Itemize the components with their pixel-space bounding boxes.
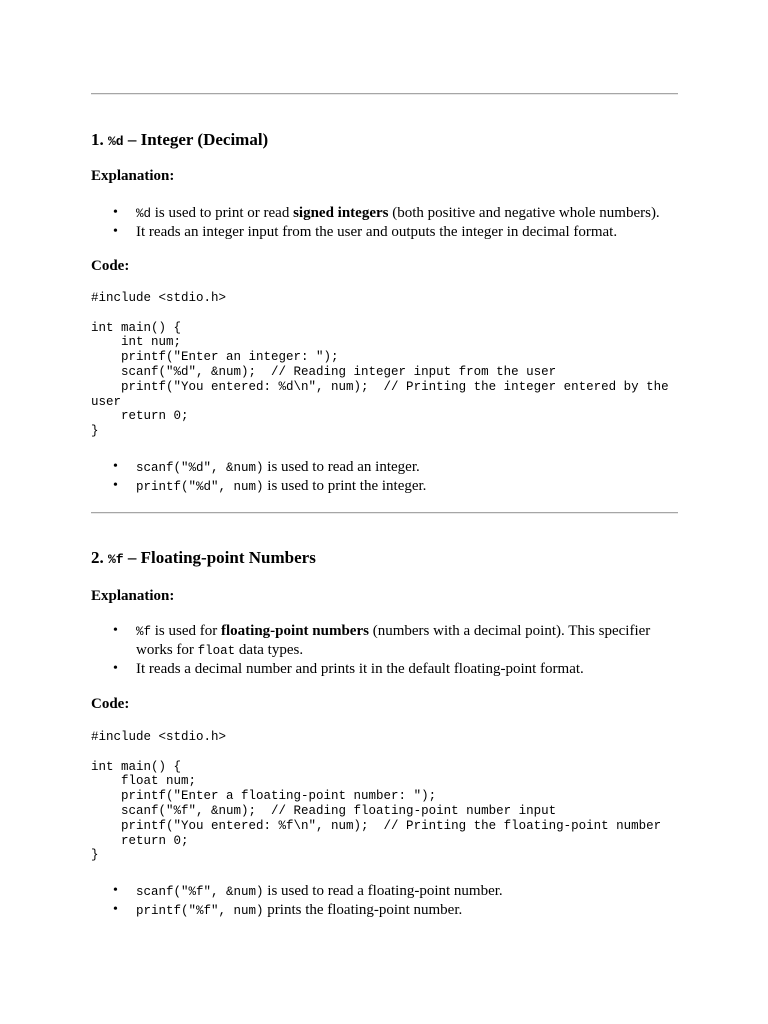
section-divider: [91, 512, 678, 514]
section-heading-integer: [91, 130, 268, 150]
list-item-text: data types.: [235, 642, 304, 658]
inline-code: scanf("%f", &num): [136, 885, 264, 899]
section-number: 1.: [91, 130, 104, 149]
section-title: – Integer (Decimal): [127, 130, 269, 149]
list-item-text: prints the floating-point number.: [263, 902, 463, 918]
list-item: [91, 882, 678, 901]
inline-code: scanf("%d", &num): [136, 461, 264, 475]
inline-code: %f: [136, 625, 152, 639]
inline-code: printf("%d", num): [136, 480, 264, 494]
list-item-text: is used to print or read: [151, 205, 294, 221]
section-title: – Floating-point Numbers: [127, 548, 316, 567]
list-item-text: (numbers with a decimal point). This specifier works for: [136, 623, 651, 658]
list-item-text: It reads an integer input from the user and outputs the integer in decimal format.: [136, 224, 618, 240]
usage-list: [91, 458, 678, 496]
emphasis-text: signed integers: [293, 205, 389, 221]
list-item-text: It reads a decimal number and prints it in the default floating-point format.: [136, 661, 584, 677]
inline-code: %d: [136, 207, 152, 221]
usage-list: [91, 882, 678, 920]
list-item-text: is used to read an integer.: [263, 459, 420, 475]
format-specifier: %d: [108, 134, 124, 149]
explanation-list: [91, 622, 678, 678]
section-divider: [91, 93, 678, 95]
list-item-text: is used to read a floating-point number.: [263, 883, 503, 899]
code-block: #include <stdio.h> int main() { int num; printf("Enter an integer: "); scanf("%d", &num); // Reading integer input from the user printf("You entered: %d\n", num); // Printing the integer entered by the user return 0; }: [91, 291, 669, 439]
emphasis-text: floating-point numbers: [221, 623, 369, 639]
list-item: [91, 622, 678, 660]
list-item: [91, 901, 678, 920]
section-heading-float: [91, 548, 316, 568]
explanation-label: Explanation:: [91, 168, 175, 184]
list-item: [91, 458, 678, 477]
code-label: Code:: [91, 258, 130, 274]
list-item-text: is used for: [151, 623, 222, 639]
section-number: 2.: [91, 548, 104, 567]
list-item: [91, 477, 678, 496]
inline-code: float: [197, 644, 236, 658]
code-label: Code:: [91, 696, 130, 712]
list-item-text: (both positive and negative whole numbers).: [388, 205, 660, 221]
list-item: [91, 223, 678, 241]
list-item: [91, 204, 678, 223]
explanation-label: Explanation:: [91, 588, 175, 604]
code-block: #include <stdio.h> int main() { float num; printf("Enter a floating-point number: "); scanf("%f", &num); // Reading floating-point number input printf("You entered: %f\n", num); // Printing the floating-point number return 0; }: [91, 730, 662, 863]
explanation-list: [91, 204, 678, 241]
list-item-text: is used to print the integer.: [263, 478, 427, 494]
inline-code: printf("%f", num): [136, 904, 264, 918]
list-item: [91, 660, 678, 678]
format-specifier: %f: [108, 552, 124, 567]
